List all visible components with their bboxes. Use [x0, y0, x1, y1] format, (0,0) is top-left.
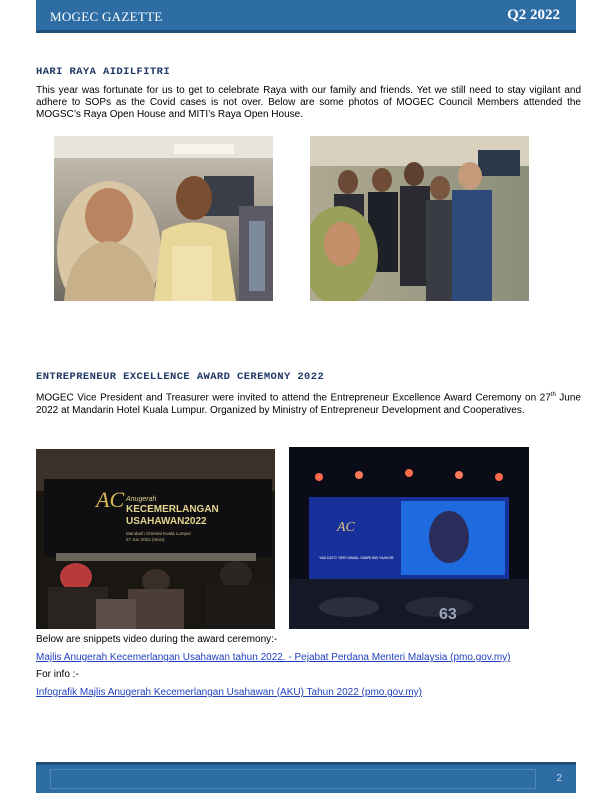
video-link[interactable]: Majlis Anugerah Kecemerlangan Usahawan tahun 2022. - Pejabat Perdana Menteri Malaysia (pmo.gov.my)	[36, 652, 511, 663]
award-text-part-2: June 2022 at Mandarin Hotel Kuala Lumpur. Organized by Ministry of Entrepreneur Development and Cooperatives.	[36, 392, 581, 416]
snippets-intro: Below are snippets video during the award ceremony:-	[36, 634, 278, 645]
raya-photo-2	[310, 136, 529, 301]
info-label: For info :-	[36, 669, 79, 680]
award-text-sup: th	[550, 392, 556, 398]
award-photo-1	[36, 449, 275, 629]
footer-band	[36, 762, 576, 793]
signage-line2: USAHAWAN2022	[126, 516, 207, 527]
infographic-link[interactable]: Infografik Majlis Anugerah Kecemerlangan Usahawan (AKU) Tahun 2022 (pmo.gov.my)	[36, 687, 422, 698]
award-paragraph	[36, 389, 581, 417]
seat-number: 63	[439, 606, 457, 623]
footer-frame	[50, 769, 536, 789]
award-photo-2	[289, 447, 529, 629]
screen-caption: YAB DATO' SERI ISMAIL SABRI BIN YAAKOB	[319, 556, 394, 560]
issue-label: Q2 2022	[507, 7, 560, 23]
svg-text:AC: AC	[337, 520, 355, 535]
signage-small-text: Anugerah	[126, 496, 157, 503]
publication-name: MOGEC GAZETTE	[50, 9, 163, 24]
page-number: 2	[556, 773, 562, 784]
signage-venue: Mandarin Oriental Kuala Lumpur	[126, 531, 192, 536]
raya-section-title: HARI RAYA AIDILFITRI	[36, 66, 171, 78]
award-text-part-1: MOGEC Vice President and Treasurer were invited to attend the Entrepreneur Excellence Award Ceremony on 27	[36, 392, 551, 404]
raya-paragraph: This year was fortunate for us to get to celebrate Raya with our family and friends. Yet we still need to stay vigilant and adhere to SOPs as the Covid cases is not over. Below are some photos of MOGEC Council Members attended the MOGSC’s Raya Open House and MITI’s Raya Open House.	[36, 85, 581, 121]
raya-photo-1	[54, 136, 273, 301]
signage-date: 27 Jun 2022 (Isnin)	[126, 537, 165, 542]
svg-text:AC: AC	[96, 487, 125, 512]
award-section-title: ENTREPRENEUR EXCELLENCE AWARD CEREMONY 2022	[36, 371, 325, 383]
signage-line1: KECEMERLANGAN	[126, 504, 219, 515]
header-band	[36, 0, 576, 33]
